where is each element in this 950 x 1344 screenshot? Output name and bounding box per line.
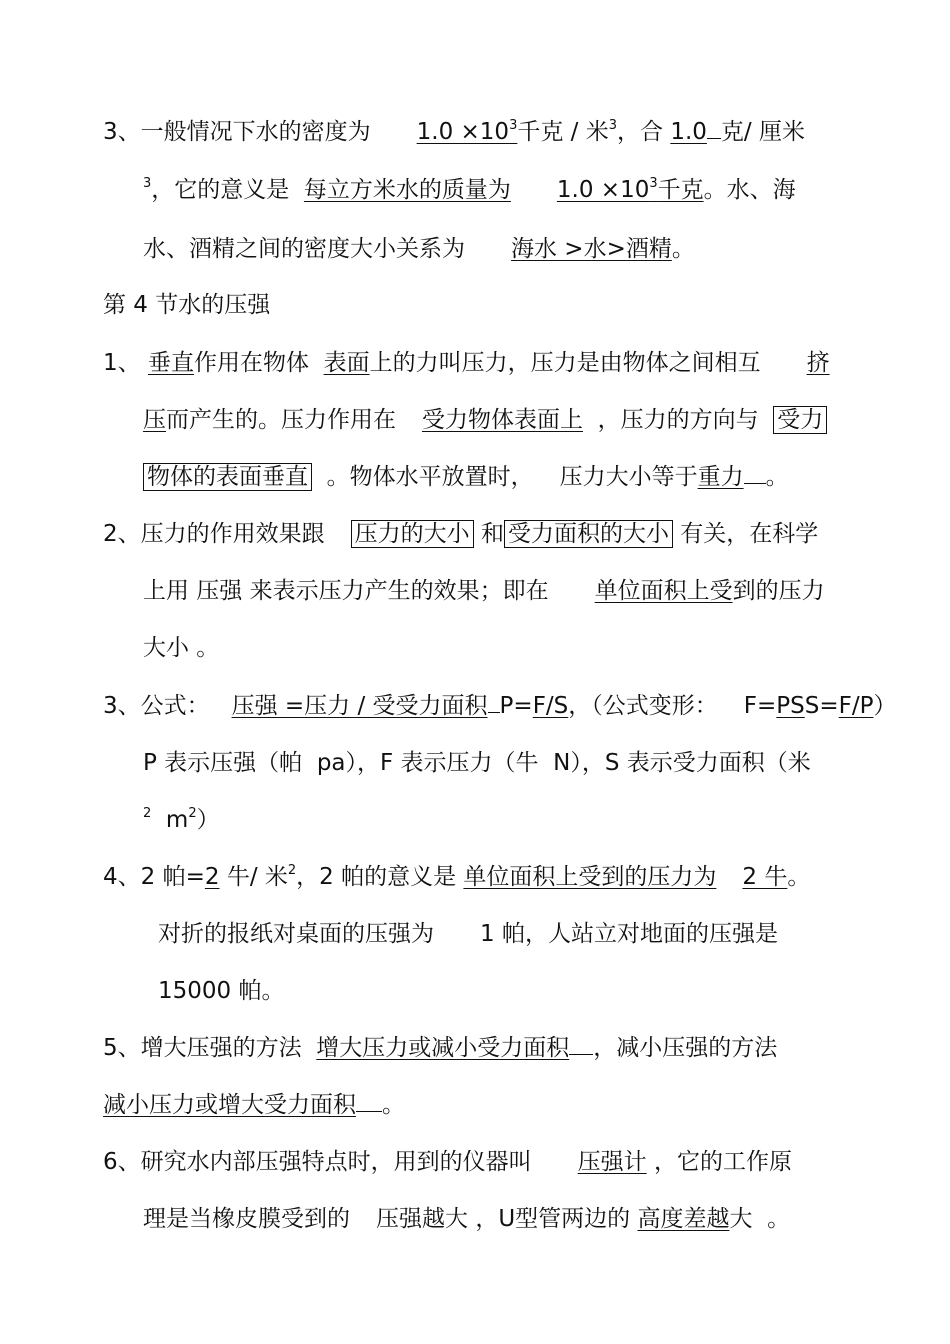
p5-line-1 <box>103 1033 777 1063</box>
text: ，2 帕的意义是 <box>296 864 457 890</box>
text: 大小 。 <box>143 635 220 661</box>
text: m <box>165 807 189 833</box>
item-number: 1、 <box>103 350 141 376</box>
p3-line-1 <box>103 691 897 721</box>
item-number: 3、 <box>103 693 141 719</box>
answer-blank: 受力物体表面上 <box>422 407 583 433</box>
text: 上用 压强 来表示压力产生的效果；即在 <box>143 578 549 604</box>
text: 。水、海 <box>703 177 796 203</box>
item-number: 6、 <box>103 1149 141 1175</box>
boxed-answer: 物体的表面垂直 <box>143 463 312 491</box>
text: 有关，在科学 <box>680 521 819 547</box>
text: ） <box>873 693 897 719</box>
answer-blank: 压强计 <box>577 1149 647 1175</box>
answer-blank: 1.0 <box>670 119 707 145</box>
p6-line-1 <box>103 1147 792 1177</box>
p2-line-1 <box>103 519 818 549</box>
answer-blank: F/S <box>532 693 569 719</box>
text: S= <box>804 693 839 719</box>
answer-blank: F/P <box>838 693 874 719</box>
text: 大 <box>729 1206 753 1232</box>
answer-blank: 高度差越 <box>637 1206 730 1232</box>
text: 牛/ 米 <box>226 864 288 890</box>
text: 公式： <box>140 693 210 719</box>
exponent: 3 <box>143 176 152 191</box>
text: 。 <box>671 236 695 262</box>
section-title: 第 4 节水的压强 <box>103 292 271 318</box>
answer-blank: 海水 >水>酒精 <box>511 236 672 262</box>
p4-line-1 <box>103 862 810 892</box>
text: 水、酒精之间的密度大小关系为 <box>143 236 465 262</box>
answer-blank: 2 <box>204 864 220 890</box>
text: ，减小压强的方法 <box>593 1035 778 1061</box>
text: 增大压强的方法 <box>140 1035 302 1061</box>
answer-blank: 压 <box>143 407 166 433</box>
p1-line-3 <box>143 462 789 492</box>
exponent: 3 <box>608 118 618 133</box>
text: 。 <box>765 464 789 490</box>
answer-blank: 单位面积上受 <box>594 578 733 604</box>
text: F= <box>743 693 777 719</box>
p6-line-2 <box>143 1204 790 1234</box>
text: ，合 <box>617 119 664 145</box>
text: 上的力叫压力，压力是由物体之间相互 <box>369 350 761 376</box>
text: 2 帕= <box>140 864 205 890</box>
p3-line-2 <box>143 748 811 778</box>
item-number: 5、 <box>103 1035 141 1061</box>
text: pa），F 表示压力（牛 <box>316 750 539 776</box>
item-number: 4、 <box>103 864 141 890</box>
answer-blank: 表面 <box>323 350 370 376</box>
p1-line-1 <box>103 348 830 378</box>
answer-blank: 挤 <box>806 350 830 376</box>
boxed-answer: 受力 <box>773 406 827 434</box>
exponent: 2 <box>188 806 197 821</box>
p2-line-3 <box>143 633 219 663</box>
answer-blank: 减小压力或增大受力面积 <box>103 1092 356 1118</box>
boxed-answer: 压力的大小 <box>351 520 474 548</box>
answer-blank: 重力 <box>697 464 744 490</box>
text: 理是当橡皮膜受到的 <box>143 1206 350 1232</box>
answer-blank: 增大压力或减小受力面积 <box>316 1035 570 1061</box>
p5-line-2 <box>103 1090 405 1120</box>
text: 到的压力 <box>732 578 825 604</box>
text: 压强越大 <box>376 1206 468 1232</box>
text: ，（公式变形： <box>568 693 718 719</box>
text: 作用在物体 <box>193 350 309 376</box>
item-number: 3、 <box>103 119 141 145</box>
text: N），S 表示受力面积（米 <box>553 750 811 776</box>
text: 。物体水平放置时， <box>326 464 534 490</box>
text: ，它的工作原 <box>653 1149 792 1175</box>
text: 克/ 厘米 <box>720 119 805 145</box>
answer-blank: 每立方米水的质量为 $1.0 \times 10^3$千克 <box>303 176 704 203</box>
item-number: 2、 <box>103 521 141 547</box>
text: 对折的报纸对桌面的压强为 <box>158 921 434 947</box>
p4-line-3 <box>158 976 284 1006</box>
text: ） <box>196 807 220 833</box>
p2-line-2 <box>143 576 825 606</box>
text: 15000 帕。 <box>158 978 285 1004</box>
text: ，它的意义是 <box>151 177 290 203</box>
answer-blank: 垂直 <box>147 350 194 376</box>
text: 和 <box>480 521 504 547</box>
text: ，U型管两边的 <box>475 1206 631 1232</box>
answer-blank: 单位面积上受到的压力为 2 牛 <box>463 864 788 890</box>
text: ，压力的方向与 <box>597 407 759 433</box>
text: 。 <box>767 1206 791 1232</box>
text: 压力大小等于 <box>559 464 698 490</box>
exponent: 2 <box>143 806 152 821</box>
text: 研究水内部压强特点时，用到的仪器叫 <box>140 1149 532 1175</box>
q3-line-2 <box>143 175 796 205</box>
text: 压力的作用效果跟 <box>140 521 325 547</box>
text: P= <box>499 693 533 719</box>
answer-blank: 压强 =压力 / 受受力面积 <box>231 693 488 719</box>
exponent: 2 <box>287 863 297 878</box>
text: 一般情况下水的密度为 <box>140 119 371 145</box>
text: 1 帕，人站立对地面的压强是 <box>480 921 778 947</box>
text: P 表示压强（帕 <box>143 750 303 776</box>
q3-line-1 <box>103 117 805 147</box>
answer-blank: PS <box>776 693 805 719</box>
q3-line-3 <box>143 234 695 264</box>
p4-line-2 <box>158 919 778 949</box>
p3-line-3 <box>143 805 220 835</box>
text: 千克 / 米 <box>517 119 609 145</box>
text: 。 <box>787 864 811 890</box>
p1-line-2 <box>143 405 827 435</box>
text: 。 <box>382 1092 405 1118</box>
text: 而产生的。压力作用在 <box>166 407 396 433</box>
answer-blank: $1.0 \times 10^3$ <box>416 118 518 145</box>
boxed-answer: 受力面积的大小 <box>504 520 673 548</box>
